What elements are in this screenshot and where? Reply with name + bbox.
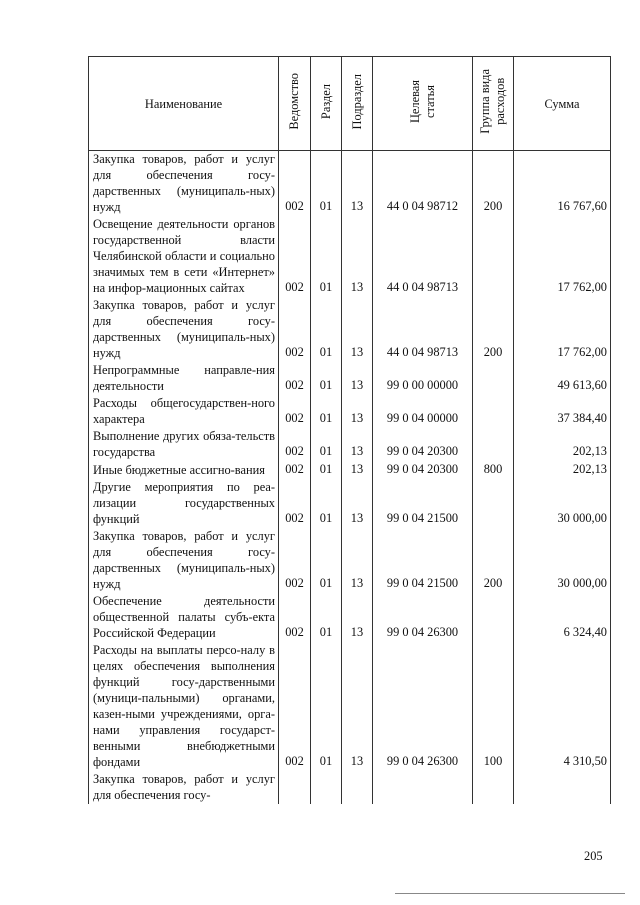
row-group: 100: [473, 642, 514, 771]
row-vedomstvo: 002: [279, 593, 311, 642]
row-name: Выполнение других обяза-тельств государства: [89, 428, 279, 461]
row-razdel: [311, 771, 342, 804]
table-row: [89, 642, 611, 771]
row-group: [473, 479, 514, 528]
row-vedomstvo: 002: [279, 642, 311, 771]
row-target: 44 0 04 98712: [373, 151, 473, 217]
row-target: 99 0 04 21500: [373, 479, 473, 528]
table-row: [89, 771, 611, 804]
row-podrazdel: 13: [342, 461, 373, 479]
row-podrazdel: 13: [342, 593, 373, 642]
row-group: 200: [473, 151, 514, 217]
row-razdel: 01: [311, 428, 342, 461]
row-group: [473, 771, 514, 804]
row-razdel: 01: [311, 461, 342, 479]
row-name: Расходы общегосударствен-ного характера: [89, 395, 279, 428]
row-name: Обеспечение деятельности общественной палаты субъ-екта Российской Федерации: [89, 593, 279, 642]
row-vedomstvo: 002: [279, 216, 311, 297]
table-row: [89, 528, 611, 593]
row-podrazdel: 13: [342, 428, 373, 461]
row-podrazdel: 13: [342, 395, 373, 428]
row-target: 44 0 04 98713: [373, 297, 473, 362]
header-group: Группа вида расходов: [473, 57, 514, 151]
row-group: [473, 216, 514, 297]
header-sum: Сумма: [514, 57, 611, 151]
budget-table: [88, 56, 611, 804]
row-sum: 37 384,40: [514, 395, 611, 428]
row-vedomstvo: 002: [279, 428, 311, 461]
row-podrazdel: 13: [342, 528, 373, 593]
row-vedomstvo: 002: [279, 151, 311, 217]
table-row: [89, 151, 611, 217]
row-group: [473, 395, 514, 428]
table-row: [89, 216, 611, 297]
row-vedomstvo: 002: [279, 461, 311, 479]
row-podrazdel: [342, 771, 373, 804]
row-group: 200: [473, 297, 514, 362]
row-name: Другие мероприятия по реа-лизации государственных функций: [89, 479, 279, 528]
row-target: 44 0 04 98713: [373, 216, 473, 297]
header-razdel: Раздел: [311, 57, 342, 151]
row-name: Освещение деятельности органов государственной власти Челябинской области и социально значимых тем в сети «Интернет» на инфор-мационных сайтах: [89, 216, 279, 297]
row-target: 99 0 04 26300: [373, 593, 473, 642]
table-body: [89, 151, 611, 805]
row-group: 800: [473, 461, 514, 479]
row-razdel: 01: [311, 593, 342, 642]
bottom-rule: [395, 893, 625, 894]
row-podrazdel: 13: [342, 479, 373, 528]
row-sum: 30 000,00: [514, 528, 611, 593]
row-podrazdel: 13: [342, 216, 373, 297]
table-row: [89, 461, 611, 479]
row-sum: 30 000,00: [514, 479, 611, 528]
row-vedomstvo: 002: [279, 479, 311, 528]
row-target: 99 0 04 20300: [373, 428, 473, 461]
row-razdel: 01: [311, 395, 342, 428]
row-group: [473, 362, 514, 395]
row-vedomstvo: 002: [279, 395, 311, 428]
row-razdel: 01: [311, 479, 342, 528]
table-row: [89, 362, 611, 395]
row-sum: 17 762,00: [514, 297, 611, 362]
row-podrazdel: 13: [342, 151, 373, 217]
row-sum: [514, 771, 611, 804]
row-group: [473, 428, 514, 461]
row-vedomstvo: [279, 771, 311, 804]
row-name: Закупка товаров, работ и услуг для обеспечения госу-дарственных (муниципаль-ных) нужд: [89, 528, 279, 593]
row-razdel: 01: [311, 151, 342, 217]
row-sum: 49 613,60: [514, 362, 611, 395]
row-razdel: 01: [311, 216, 342, 297]
table-row: [89, 479, 611, 528]
row-sum: 202,13: [514, 461, 611, 479]
table-row: [89, 428, 611, 461]
row-group: [473, 593, 514, 642]
row-podrazdel: 13: [342, 362, 373, 395]
header-vedomstvo: Ведомство: [279, 57, 311, 151]
row-razdel: 01: [311, 528, 342, 593]
row-target: 99 0 00 00000: [373, 362, 473, 395]
page-number: 205: [584, 849, 603, 863]
row-sum: 4 310,50: [514, 642, 611, 771]
row-razdel: 01: [311, 642, 342, 771]
header-name: Наименование: [89, 57, 279, 151]
row-sum: 17 762,00: [514, 216, 611, 297]
row-podrazdel: 13: [342, 642, 373, 771]
row-name: Закупка товаров, работ и услуг для обеспечения госу-дарственных (муниципаль-ных) нужд: [89, 297, 279, 362]
row-target: 99 0 04 00000: [373, 395, 473, 428]
row-vedomstvo: 002: [279, 362, 311, 395]
row-razdel: 01: [311, 362, 342, 395]
header-podrazdel: Подраздел: [342, 57, 373, 151]
row-group: 200: [473, 528, 514, 593]
row-sum: 6 324,40: [514, 593, 611, 642]
table-header-row: [89, 57, 611, 151]
row-target: 99 0 04 26300: [373, 642, 473, 771]
row-name: Расходы на выплаты персо-налу в целях обеспечения выполнения функций госу-дарственными (муници-пальными) органами, казен-ными учреждениями, орга-нами управления государст-венными внебюджетными фондами: [89, 642, 279, 771]
header-target: Целевая статья: [373, 57, 473, 151]
table-row: [89, 395, 611, 428]
row-razdel: 01: [311, 297, 342, 362]
row-target: [373, 771, 473, 804]
row-name: Закупка товаров, работ и услуг для обеспечения госу-дарственных (муниципаль-ных) нужд: [89, 151, 279, 217]
row-target: 99 0 04 20300: [373, 461, 473, 479]
row-sum: 16 767,60: [514, 151, 611, 217]
row-target: 99 0 04 21500: [373, 528, 473, 593]
table-row: [89, 297, 611, 362]
row-name: Непрограммные направле-ния деятельности: [89, 362, 279, 395]
row-name: Иные бюджетные ассигно-вания: [89, 461, 279, 479]
row-vedomstvo: 002: [279, 297, 311, 362]
row-vedomstvo: 002: [279, 528, 311, 593]
row-sum: 202,13: [514, 428, 611, 461]
row-podrazdel: 13: [342, 297, 373, 362]
row-name: Закупка товаров, работ и услуг для обеспечения госу-: [89, 771, 279, 804]
table-row: [89, 593, 611, 642]
